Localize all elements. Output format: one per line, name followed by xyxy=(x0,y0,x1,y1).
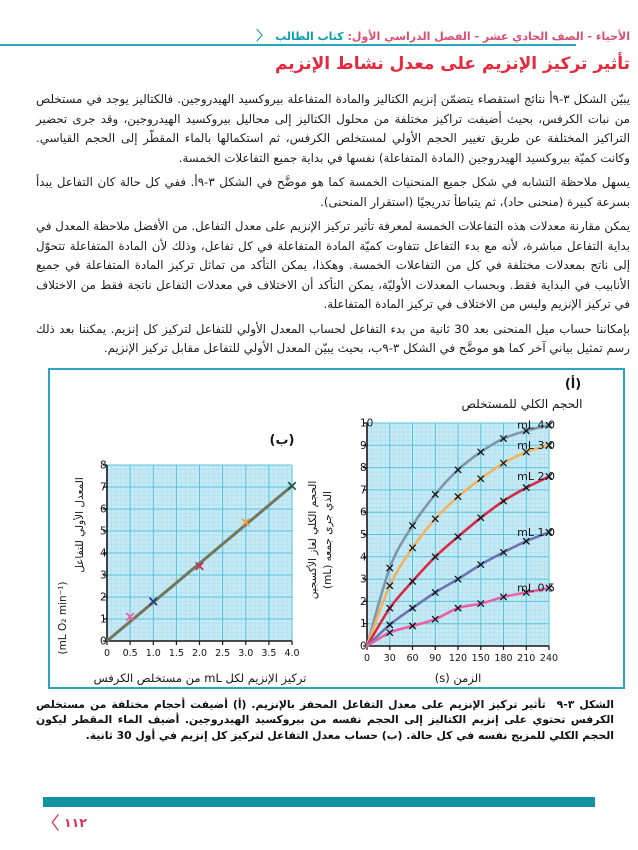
page-title: تأثير تركيز الإنزيم على معدل نشاط الإنزيم xyxy=(274,54,630,74)
svg-text:1.5: 1.5 xyxy=(168,647,184,659)
svg-text:2: 2 xyxy=(360,595,367,608)
svg-text:5: 5 xyxy=(100,525,107,537)
svg-text:5: 5 xyxy=(360,528,367,541)
figure-charts-svg xyxy=(50,370,623,687)
paragraph-2: يسهل ملاحظة التشابه في شكل جميع المنحنيات الخمسة كما هو موضَّح في الشكل ٣-٩أ. ففي كل حالة كان التفاعل يبدأ بسرعة كبيرة (منحنى حاد)، ثم يتباطأ تدريجيًا (استقرار المنحنى). xyxy=(36,175,630,209)
svg-text:0.5 mL: 0.5 mL xyxy=(517,581,555,595)
svg-text:3: 3 xyxy=(360,573,367,586)
svg-text:0: 0 xyxy=(360,640,367,652)
svg-text:1.0 mL: 1.0 mL xyxy=(517,525,555,539)
svg-text:المعدل الأولي للتفاعل: المعدل الأولي للتفاعل xyxy=(74,476,86,573)
svg-text:0: 0 xyxy=(103,647,111,659)
svg-text:1: 1 xyxy=(100,613,107,625)
figure-caption xyxy=(36,697,630,744)
figure-box xyxy=(48,368,625,689)
main-content xyxy=(36,90,630,743)
svg-text:7: 7 xyxy=(360,483,367,496)
svg-text:1: 1 xyxy=(360,617,367,630)
svg-text:2.0: 2.0 xyxy=(191,647,208,659)
svg-text:10: 10 xyxy=(360,417,374,429)
panel-b-initial-rate-vs-concentration xyxy=(57,433,306,686)
svg-text:الحجم الكلي للمستخلص: الحجم الكلي للمستخلص xyxy=(461,396,583,411)
svg-text:(ب): (ب) xyxy=(269,432,295,448)
svg-text:0: 0 xyxy=(363,652,371,664)
svg-text:7: 7 xyxy=(100,481,107,493)
footer-bar xyxy=(43,797,595,807)
svg-text:150: 150 xyxy=(471,652,490,664)
svg-text:4.0: 4.0 xyxy=(284,647,300,659)
svg-text:8: 8 xyxy=(360,461,367,474)
breadcrumb-course-label: الأحياء - الصف الحادي عشر - الفصل الدراسي الأول: xyxy=(343,30,630,43)
svg-text:3.0 mL: 3.0 mL xyxy=(517,438,555,452)
svg-text:0: 0 xyxy=(100,635,107,647)
svg-text:3: 3 xyxy=(100,569,107,581)
paragraph-4: بإمكاننا حساب ميل المنحنى بعد 30 ثانية من بدء التفاعل لحساب المعدل الأولي للتفاعل لتركيز كل إنزيم. يمكننا بعد ذلك رسم تمثيل بياني آخر كما هو موضَّح في الشكل ٣-٩ب، بحيث يبيّن المعدل الأولي للتفاعل مقابل تركيز الإنزيم. xyxy=(36,321,631,355)
svg-text:0.5: 0.5 xyxy=(122,647,138,659)
svg-text:3.5: 3.5 xyxy=(261,647,277,659)
figure-caption-text: تأثير تركيز الإنزيم على معدل التفاعل المحفز بالإنزيم. (أ) أضيفت أحجام مختلفة من مستخلص الكرفس تحتوي على إنزيم الكتاليز إلى الحجم نفسه من بيروكسيد الهيدروجين. أضيف الماء المقطر ليكون الحجم الكلي للمزيج نفسه في كل حالة. (ب) حساب معدل التفاعل لتركيز كل إنزيم في أول 30 ثانية. xyxy=(36,697,614,742)
svg-text:8: 8 xyxy=(100,459,107,471)
svg-text:6: 6 xyxy=(360,506,367,519)
svg-text:180: 180 xyxy=(494,652,513,664)
chevron-left-icon: 〈 xyxy=(44,812,60,834)
svg-text:210: 210 xyxy=(517,652,536,664)
panel-a-oxygen-volume-vs-time xyxy=(306,375,583,686)
svg-text:4.0 mL: 4.0 mL xyxy=(517,418,555,432)
chevron-left-icon: 〈 xyxy=(256,29,270,44)
svg-text:1.0: 1.0 xyxy=(145,647,161,659)
svg-text:4: 4 xyxy=(360,550,367,563)
svg-text:2.5: 2.5 xyxy=(215,647,231,659)
svg-text:تركيز الإنزيم لكل mL من مستخلص: تركيز الإنزيم لكل mL من مستخلص الكرفس xyxy=(93,670,307,685)
header-divider xyxy=(0,44,576,46)
breadcrumb-book-label: كتاب الطالب xyxy=(275,30,344,43)
svg-text:4: 4 xyxy=(100,547,107,559)
page-number: ١١٢ xyxy=(64,815,87,830)
svg-text:30: 30 xyxy=(383,652,396,664)
paragraph-1: يبيّن الشكل ٣-٩أ نتائج استقصاء يتضمّن إنزيم الكتاليز والمادة المتفاعلة بيروكسيد الهيدروجين. فالكتاليز يوجد في مستخلص من نبات الكرفس، بحيث أضيفت تراكيز مختلفة من محلول الكتاليز إلى محاليل بيروكسيد الهيدروجين، وقد جرى تحضير التراكيز المختلفة عن طريق تغيير الحجم الأولي لمستخلص الكرفس، ثم استكمالها بالماء المقطّر إلى الحجم القياسي. وكانت كميّة بيروكسيد الهيدروجين (المادة المتفاعلة) نفسها في بداية جميع التفاعلات الخمسة. xyxy=(36,92,630,165)
svg-text:2.0 mL: 2.0 mL xyxy=(517,469,555,483)
svg-text:90: 90 xyxy=(429,652,442,664)
svg-text:2: 2 xyxy=(100,591,107,603)
figure-caption-label: الشكل ٣-٩ xyxy=(556,697,614,711)
svg-text:240: 240 xyxy=(539,652,559,664)
paragraph-3: يمكن مقارنة معدلات هذه التفاعلات الخمسة لمعرفة تأثير تركيز الإنزيم على معدل التفاعل. من الأفضل ملاحظة المعدل في بداية التفاعل مباشرة، لأنه مع بدء التفاعل تتفاوت كميّة المادة المتفاعلة في كل تفاعل، وذلك لأن المادة المتفاعلة تتحوّل إلى ناتج بمعدلات مختلفة في كل من التفاعلات الخمسة. وهكذا، يمكن التأكد من تماثل تركيز المادة المتفاعلة في جميع الأنابيب في البداية فقط. وبحساب المعدلات الأوليّة، يمكن التأكد أن الاختلاف في معدلات التفاعل ناتجة فقط من الاختلاف في تركيز الإنزيم وليس من الاختلاف في تركيز المادة المتفاعلة. xyxy=(36,219,630,311)
svg-text:6: 6 xyxy=(100,503,107,515)
page-number-row xyxy=(44,812,87,833)
svg-text:120: 120 xyxy=(448,652,468,664)
svg-text:الذي جرى جمعه (mL): الذي جرى جمعه (mL) xyxy=(322,490,334,589)
svg-text:(mL O₂ min⁻¹): (mL O₂ min⁻¹) xyxy=(57,581,69,654)
breadcrumb xyxy=(0,25,630,44)
svg-text:60: 60 xyxy=(406,652,419,664)
svg-text:الحجم الكلي لغاز الأكسجين: الحجم الكلي لغاز الأكسجين xyxy=(307,480,319,599)
svg-text:9: 9 xyxy=(360,439,367,452)
svg-text:(أ): (أ) xyxy=(564,376,582,392)
svg-text:3.0: 3.0 xyxy=(238,647,254,659)
svg-text:الزمن (s): الزمن (s) xyxy=(434,670,482,685)
